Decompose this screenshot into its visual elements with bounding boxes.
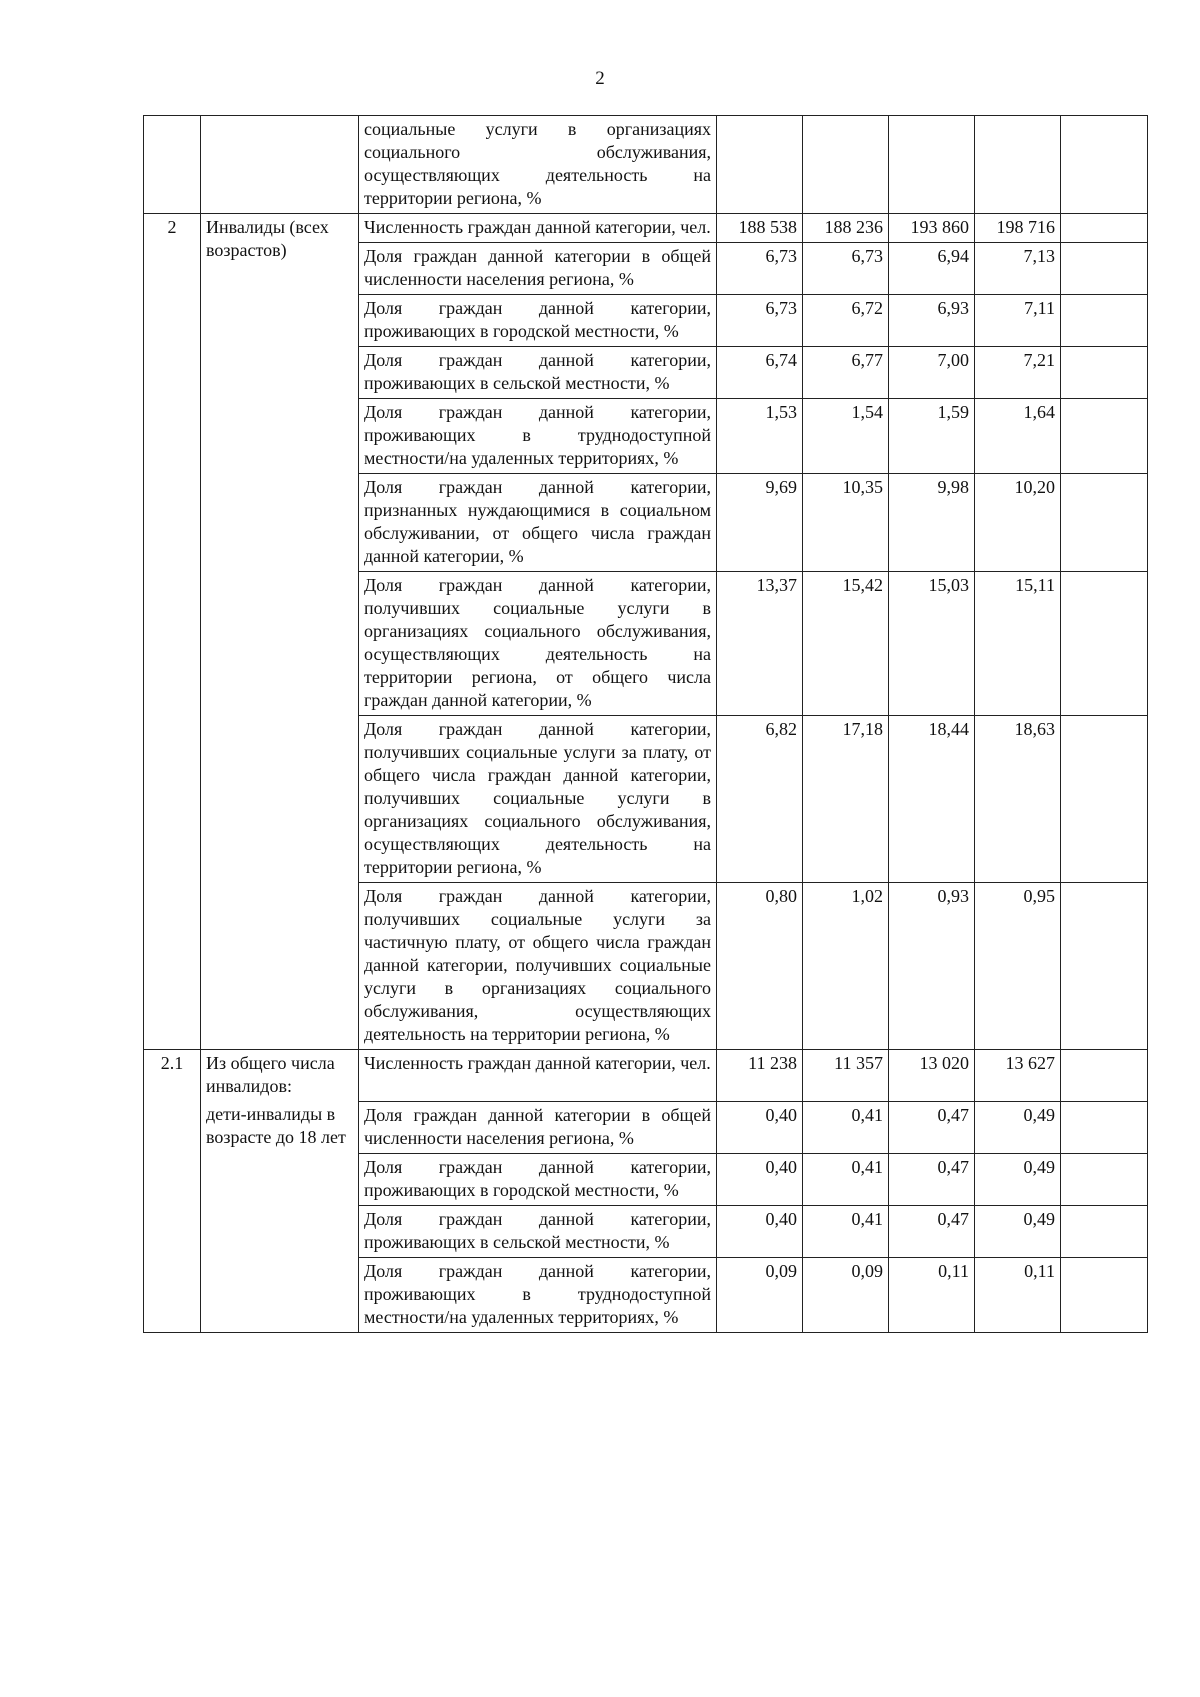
value-cell: 7,00 <box>889 347 975 399</box>
value-cell: 0,41 <box>803 1101 889 1153</box>
indicator-cell: Доля граждан данной категории, получивших социальные услуги за плату, от общего числа граждан данной категории, получивших социальные услуги в организациях социального обслуживания, осуществляющих деятельность на территории региона, % <box>359 716 717 883</box>
indicator-cell: Доля граждан данной категории, проживающих в сельской местности, % <box>359 347 717 399</box>
value-cell: 0,09 <box>803 1257 889 1332</box>
value-cell <box>1061 1153 1148 1205</box>
category-cell: дети-инвалиды в возрасте до 18 лет <box>201 1101 359 1332</box>
value-cell <box>1061 883 1148 1050</box>
value-cell: 0,80 <box>717 883 803 1050</box>
value-cell: 17,18 <box>803 716 889 883</box>
value-cell: 198 716 <box>975 214 1061 243</box>
value-cell: 0,93 <box>889 883 975 1050</box>
value-cell <box>717 116 803 214</box>
row-number-cell: 2.1 <box>144 1050 201 1333</box>
table-body <box>144 116 1148 1333</box>
value-cell: 7,11 <box>975 295 1061 347</box>
indicator-cell: Доля граждан данной категории, проживающих в труднодоступной местности/на удаленных территориях, % <box>359 399 717 474</box>
value-cell: 6,77 <box>803 347 889 399</box>
value-cell: 10,35 <box>803 474 889 572</box>
value-cell <box>1061 1257 1148 1332</box>
value-cell: 1,02 <box>803 883 889 1050</box>
value-cell: 1,54 <box>803 399 889 474</box>
indicator-cell: Численность граждан данной категории, чел. <box>359 1050 717 1102</box>
row-number-cell <box>144 116 201 214</box>
value-cell <box>803 116 889 214</box>
value-cell: 0,40 <box>717 1153 803 1205</box>
value-cell: 0,40 <box>717 1205 803 1257</box>
value-cell: 0,11 <box>975 1257 1061 1332</box>
value-cell: 11 357 <box>803 1050 889 1102</box>
value-cell: 0,49 <box>975 1101 1061 1153</box>
value-cell: 6,73 <box>803 243 889 295</box>
indicator-cell: Доля граждан данной категории, проживающих в труднодоступной местности/на удаленных территориях, % <box>359 1257 717 1332</box>
value-cell: 6,73 <box>717 295 803 347</box>
row-number-cell: 2 <box>144 214 201 1050</box>
value-cell: 0,41 <box>803 1205 889 1257</box>
value-cell: 0,49 <box>975 1153 1061 1205</box>
indicator-cell: социальные услуги в организациях социального обслуживания, осуществляющих деятельность на территории региона, % <box>359 116 717 214</box>
value-cell: 9,98 <box>889 474 975 572</box>
value-cell: 1,64 <box>975 399 1061 474</box>
indicator-cell: Численность граждан данной категории, чел. <box>359 214 717 243</box>
value-cell <box>889 116 975 214</box>
value-cell: 0,11 <box>889 1257 975 1332</box>
value-cell: 13,37 <box>717 572 803 716</box>
value-cell: 0,95 <box>975 883 1061 1050</box>
value-cell: 0,47 <box>889 1205 975 1257</box>
value-cell: 13 020 <box>889 1050 975 1102</box>
indicator-cell: Доля граждан данной категории, получивших социальные услуги в организациях социального обслуживания, осуществляющих деятельность на территории региона, от общего числа граждан данной категории, % <box>359 572 717 716</box>
value-cell <box>1061 399 1148 474</box>
value-cell: 11 238 <box>717 1050 803 1102</box>
value-cell <box>975 116 1061 214</box>
value-cell <box>1061 243 1148 295</box>
table-row <box>144 214 1148 243</box>
value-cell <box>1061 474 1148 572</box>
value-cell <box>1061 116 1148 214</box>
value-cell <box>1061 295 1148 347</box>
value-cell: 1,59 <box>889 399 975 474</box>
category-cell: Из общего числа инвалидов: <box>201 1050 359 1102</box>
value-cell <box>1061 1205 1148 1257</box>
value-cell: 15,03 <box>889 572 975 716</box>
indicator-cell: Доля граждан данной категории, признанных нуждающимися в социальном обслуживании, от общего числа граждан данной категории, % <box>359 474 717 572</box>
indicator-cell: Доля граждан данной категории в общей численности населения региона, % <box>359 1101 717 1153</box>
value-cell: 0,47 <box>889 1153 975 1205</box>
value-cell <box>1061 572 1148 716</box>
value-cell: 0,49 <box>975 1205 1061 1257</box>
value-cell <box>1061 716 1148 883</box>
value-cell: 0,09 <box>717 1257 803 1332</box>
indicator-cell: Доля граждан данной категории, получивших социальные услуги за частичную плату, от общего числа граждан данной категории, получивших социальные услуги в организациях социального обслуживания, осуществляющих деятельность на территории региона, % <box>359 883 717 1050</box>
value-cell: 6,74 <box>717 347 803 399</box>
value-cell: 10,20 <box>975 474 1061 572</box>
indicator-cell: Доля граждан данной категории, проживающих в городской местности, % <box>359 1153 717 1205</box>
value-cell <box>1061 214 1148 243</box>
value-cell: 15,42 <box>803 572 889 716</box>
category-cell: Инвалиды (всех возрастов) <box>201 214 359 1050</box>
table-row <box>144 1101 1148 1153</box>
value-cell: 0,40 <box>717 1101 803 1153</box>
value-cell <box>1061 347 1148 399</box>
value-cell: 6,93 <box>889 295 975 347</box>
value-cell: 6,72 <box>803 295 889 347</box>
value-cell: 7,21 <box>975 347 1061 399</box>
table-row <box>144 116 1148 214</box>
value-cell: 15,11 <box>975 572 1061 716</box>
value-cell: 193 860 <box>889 214 975 243</box>
indicator-cell: Доля граждан данной категории, проживающих в сельской местности, % <box>359 1205 717 1257</box>
value-cell: 13 627 <box>975 1050 1061 1102</box>
value-cell: 7,13 <box>975 243 1061 295</box>
value-cell: 188 236 <box>803 214 889 243</box>
value-cell: 0,41 <box>803 1153 889 1205</box>
value-cell <box>1061 1101 1148 1153</box>
value-cell: 1,53 <box>717 399 803 474</box>
value-cell <box>1061 1050 1148 1102</box>
value-cell: 188 538 <box>717 214 803 243</box>
category-cell <box>201 116 359 214</box>
value-cell: 6,94 <box>889 243 975 295</box>
value-cell: 6,82 <box>717 716 803 883</box>
value-cell: 18,63 <box>975 716 1061 883</box>
indicator-cell: Доля граждан данной категории в общей численности населения региона, % <box>359 243 717 295</box>
value-cell: 6,73 <box>717 243 803 295</box>
table-row <box>144 1050 1148 1102</box>
page-number: 2 <box>595 68 605 89</box>
value-cell: 0,47 <box>889 1101 975 1153</box>
value-cell: 9,69 <box>717 474 803 572</box>
indicator-cell: Доля граждан данной категории, проживающих в городской местности, % <box>359 295 717 347</box>
value-cell: 18,44 <box>889 716 975 883</box>
statistics-table <box>143 115 1148 1333</box>
